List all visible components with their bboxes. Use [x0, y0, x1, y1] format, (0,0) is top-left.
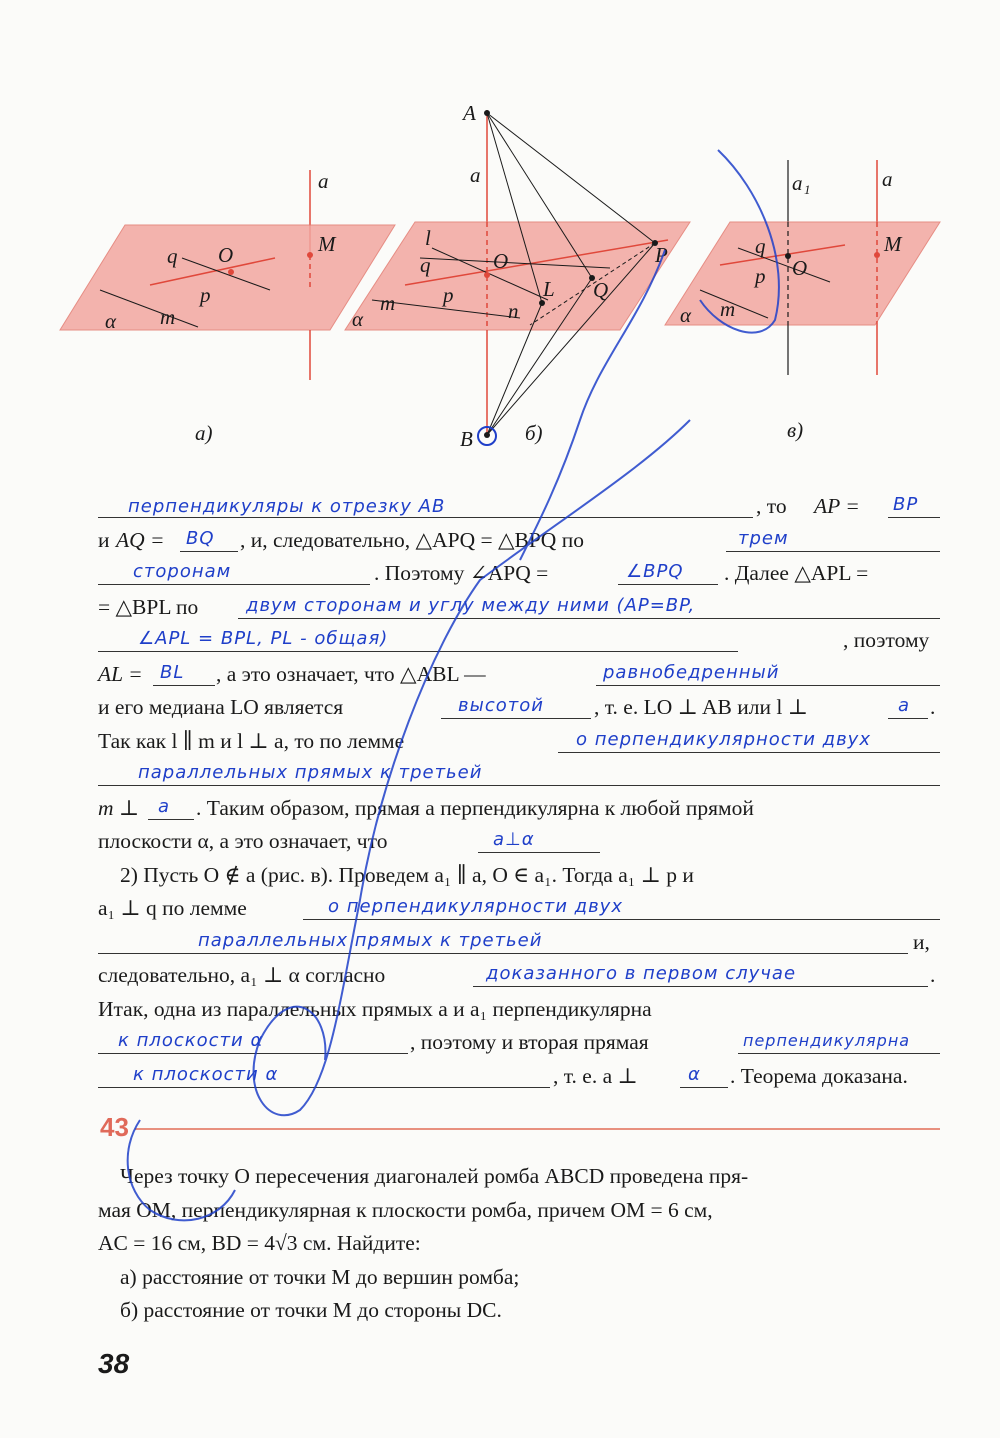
text: . Далее △APL =: [724, 561, 869, 585]
text: m ⊥: [98, 795, 140, 820]
line-6: [98, 658, 940, 692]
label-M: M: [318, 232, 336, 256]
line-11: [98, 825, 940, 859]
figure-a: [60, 169, 395, 445]
handwritten-answer: к плоскости α: [118, 1030, 264, 1051]
text: Итак, одна из параллельных прямых a и a₁ перпендикулярна: [98, 996, 652, 1021]
proof-text: [98, 490, 940, 1093]
label-q: q: [755, 234, 766, 258]
label-m: m: [380, 291, 396, 315]
handwritten-answer: о перпендикулярности двух: [328, 896, 623, 917]
line-18: [98, 1060, 940, 1094]
line-17: [98, 1026, 940, 1060]
text: , поэтому: [843, 628, 930, 652]
handwritten-answer: доказанного в первом случае: [486, 963, 797, 984]
problem-line: а) расстояние от точки M до вершин ромба;: [120, 1264, 520, 1289]
line-1: [98, 490, 940, 524]
line-9: [98, 758, 940, 792]
label-m: m: [160, 305, 176, 329]
handwritten-answer: двум сторонам и углу между ними (AP=BP,: [246, 594, 696, 616]
line-2: [98, 524, 940, 558]
text: .: [930, 695, 936, 719]
text: , поэтому и вторая прямая: [410, 1030, 649, 1054]
text: , т. е. LO ⊥ AB или l ⊥: [594, 695, 808, 719]
label-a1-sub: 1: [804, 182, 811, 197]
caption-b: б): [525, 421, 543, 445]
label-A: A: [463, 101, 476, 125]
handwritten-answer: сторонам: [133, 561, 232, 582]
label-l: l: [425, 226, 431, 250]
line-4: [98, 591, 940, 625]
text: и,: [913, 929, 930, 954]
line-15: [98, 959, 940, 993]
problem-text: [98, 1160, 940, 1328]
problem-number: 43: [100, 1112, 129, 1142]
text: следовательно, a₁ ⊥ α согласно: [98, 963, 386, 987]
text: , и, следовательно, △APQ = △BPQ по: [240, 527, 584, 552]
label-a: a: [318, 169, 329, 193]
label-O: O: [493, 249, 509, 273]
text: и его медиана LO является: [98, 695, 344, 719]
label-Q: Q: [593, 278, 609, 302]
text: . Поэтому ∠APQ =: [374, 561, 549, 585]
problem-line: Через точку O пересечения диагоналей ромба ABCD проведена пря-: [120, 1164, 749, 1188]
problem-divider: [135, 1128, 940, 1130]
text: и: [98, 527, 110, 552]
handwritten-answer: ∠BPQ: [626, 561, 684, 582]
label-a: a: [470, 163, 481, 187]
label-B: B: [460, 427, 473, 451]
label-q: q: [420, 253, 431, 277]
text: . Таким образом, прямая a перпендикулярна к любой прямой: [196, 795, 754, 820]
text: 2) Пусть O ∉ a (рис. в). Проведем a₁ ∥ a, O ∈ a₁. Тогда a₁ ⊥ p и: [120, 862, 694, 887]
figure-b: [345, 101, 690, 451]
handwritten-answer: к плоскости α: [133, 1063, 279, 1085]
label-p: p: [755, 264, 766, 288]
line-14: [98, 926, 940, 960]
text: AP =: [814, 494, 860, 518]
label-M: M: [884, 232, 902, 256]
handwritten-answer: α: [688, 1063, 701, 1085]
figure-c: [665, 160, 940, 442]
line-8: [98, 725, 940, 759]
handwritten-answer: a⊥α: [493, 829, 535, 850]
label-P: P: [655, 243, 668, 267]
label-L: L: [543, 277, 555, 301]
handwritten-answer: трем: [738, 527, 789, 549]
text: AQ =: [116, 527, 165, 552]
handwritten-answer: BL: [160, 661, 185, 683]
line-3: [98, 557, 940, 591]
text: AL =: [98, 661, 143, 686]
problem-line: AC = 16 см, BD = 4√3 см. Найдите:: [98, 1231, 421, 1255]
handwritten-answer: равнобедренный: [603, 661, 780, 683]
text: Так как l ∥ m и l ⊥ a, то по лемме: [98, 728, 405, 753]
handwritten-answer: BQ: [186, 527, 215, 549]
line-13: [98, 892, 940, 926]
label-O: O: [218, 243, 234, 267]
handwritten-answer: перпендикуляры к отрезку AB: [128, 496, 446, 517]
problem-line: мая OM, перпендикулярная к плоскости ромба, причем OM = 6 см,: [98, 1197, 713, 1222]
line-16: [98, 993, 940, 1027]
handwritten-answer: a: [898, 695, 911, 716]
handwritten-answer: a: [158, 795, 171, 817]
text: плоскости α, а это означает, что: [98, 829, 388, 853]
text: , то: [756, 494, 787, 518]
answer-blank[interactable]: [148, 819, 194, 820]
caption-a: а): [195, 421, 213, 445]
label-alpha: α: [352, 307, 364, 331]
label-n: n: [508, 299, 519, 323]
label-m: m: [720, 297, 736, 321]
text: .: [930, 963, 936, 987]
handwritten-answer: ∠APL = BPL, PL - общая): [138, 628, 389, 649]
text: a₁ ⊥ q по лемме: [98, 896, 247, 920]
text: = △BPL по: [98, 594, 199, 619]
label-q: q: [167, 244, 178, 268]
label-alpha: α: [680, 303, 692, 327]
label-O: O: [792, 256, 808, 280]
handwritten-answer: высотой: [458, 695, 544, 716]
line-12: [98, 859, 940, 893]
handwritten-answer: параллельных прямых к третьей: [138, 762, 483, 783]
label-p: p: [443, 283, 454, 307]
text: . Теорема доказана.: [730, 1063, 908, 1088]
line-7: [98, 691, 940, 725]
line-10: [98, 792, 940, 826]
handwritten-answer: BP: [893, 494, 919, 515]
page-number: 38: [98, 1348, 130, 1379]
line-5: [98, 624, 940, 658]
label-a: a: [882, 167, 893, 191]
label-p: p: [200, 283, 211, 307]
label-a1: a: [792, 171, 803, 195]
handwritten-answer: о перпендикулярности двух: [576, 728, 871, 750]
text: , а это означает, что △ABL —: [216, 661, 486, 686]
handwritten-answer: параллельных прямых к третьей: [198, 929, 543, 951]
handwritten-answer: перпендикулярна: [743, 1031, 911, 1050]
text: , т. е. a ⊥: [553, 1063, 638, 1088]
label-alpha: α: [105, 309, 117, 333]
caption-c: в): [787, 418, 804, 442]
problem-line: б) расстояние от точки M до стороны DC.: [120, 1298, 502, 1322]
figures: [0, 0, 1000, 460]
